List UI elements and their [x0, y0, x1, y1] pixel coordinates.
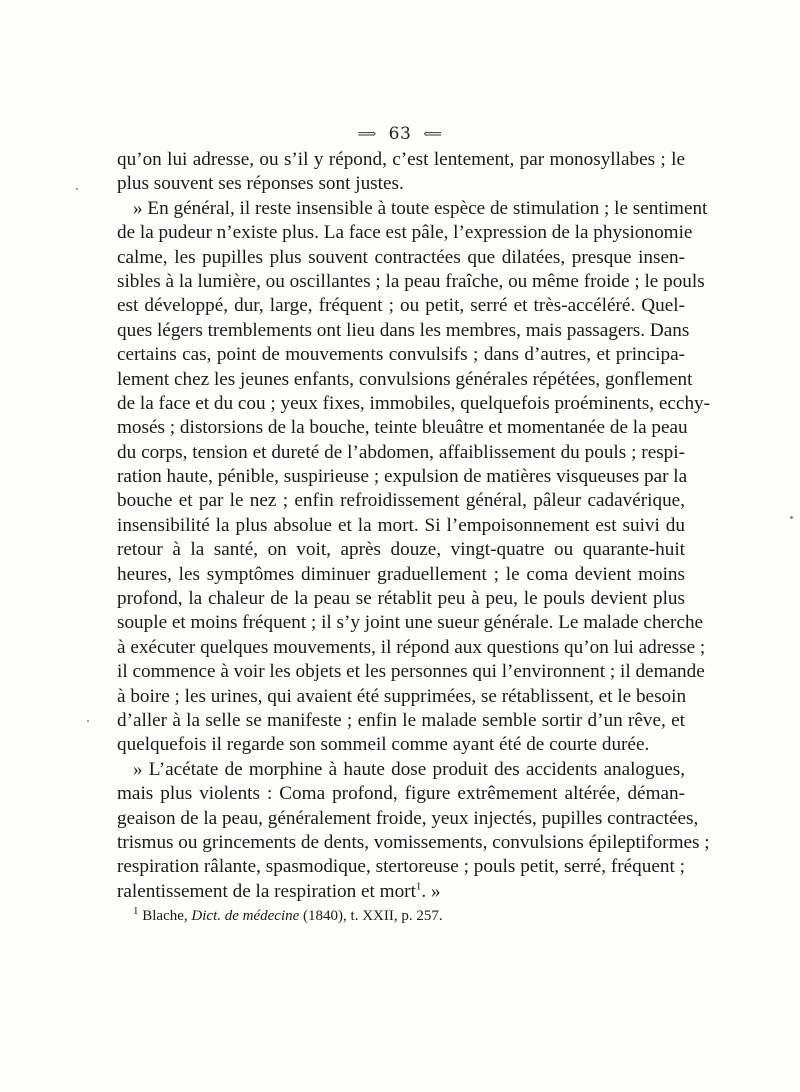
text-line: respiration râlante, spasmodique, stertoreuse ; pouls petit, serré, fréquent ; — [117, 856, 685, 878]
paper-speck — [87, 720, 89, 722]
paper-speck — [76, 188, 78, 190]
text-line: est développé, dur, large, fréquent ; ou petit, serré et très-accéléré. Quel- — [117, 295, 685, 317]
text-line: qu’on lui adresse, ou s’il y répond, c’est lentement, par monosyllabes ; le — [117, 149, 685, 170]
text-line: plus souvent ses réponses sont justes. — [117, 173, 404, 195]
text-line: trismus ou grincements de dents, vomissements, convulsions épileptiformes ; — [117, 831, 710, 853]
text-line: lement chez les jeunes enfants, convulsions générales répétées, gonflement — [117, 368, 693, 390]
text-line: à exécuter quelques mouvements, il répond aux questions qu’on lui adresse ; — [117, 636, 706, 658]
text-line: il commence à voir les objets et les personnes qui l’environnent ; il demande — [117, 661, 705, 683]
footnote-citation: (1840), t. XXII, p. 257. — [303, 908, 443, 924]
footnote — [133, 906, 693, 926]
text-line: mais plus violents : Coma profond, figure extrêmement altérée, déman- — [117, 783, 685, 805]
body-text — [117, 148, 711, 904]
text-line: » L’acétate de morphine à haute dose produit des accidents analogues, — [133, 758, 685, 780]
footnote-work-title: Dict. de médecine — [191, 908, 300, 924]
text-line: ration haute, pénible, suspirieuse ; expulsion de matières visqueuses par la — [117, 466, 688, 488]
text-line: mosés ; distorsions de la bouche, teinte bleuâtre et momentanée de la peau — [117, 417, 688, 439]
text-line: de la pudeur n’existe plus. La face est pâle, l’expression de la physionomie — [117, 222, 693, 244]
text-line: souple et moins fréquent ; il s’y joint une sueur générale. Le malade cherche — [117, 612, 704, 634]
footnote-reference[interactable]: 1 — [415, 880, 422, 893]
text-line: ques légers tremblements ont lieu dans les membres, mais passagers. Dans — [117, 319, 690, 341]
page-header — [0, 124, 800, 144]
text-line-final — [117, 880, 685, 904]
text-line: quelquefois il regarde son sommeil comme ayant été de courte durée. — [117, 734, 650, 756]
page-number: 63 — [388, 124, 412, 144]
ornament-left-icon: ⟹ — [357, 127, 377, 142]
text-line: sibles à la lumière, ou oscillantes ; la peau fraîche, ou même froide ; le pouls — [117, 270, 705, 292]
ornament-right-icon: ⟸ — [423, 127, 443, 142]
text-line: geaison de la peau, généralement froide, yeux injectés, pupilles contractées, — [117, 807, 699, 829]
text-line: profond, la chaleur de la peau se rétablit peu à peu, le pouls devient plus — [117, 588, 685, 610]
text-line: du corps, tension et dureté de l’abdomen, affaiblissement du pouls ; respi- — [117, 441, 685, 463]
text-line: retour à la santé, on voit, après douze, vingt-quatre ou quarante-huit — [117, 539, 685, 561]
text-line: calme, les pupilles plus souvent contractées que dilatées, presque insen- — [117, 246, 685, 268]
text-line: d’aller à la selle se manifeste ; enfin le malade semble sortir d’un rêve, et — [117, 709, 685, 731]
text-line: heures, les symptômes diminuer graduellement ; le coma devient moins — [117, 563, 685, 585]
text-line: à boire ; les urines, qui avaient été supprimées, se rétablissent, et le besoin — [117, 685, 687, 707]
paper-speck — [790, 516, 793, 519]
text-line: de la face et du cou ; yeux fixes, immobiles, quelquefois proéminents, ecchy- — [117, 392, 711, 414]
text-line-final-body: ralentissement de la respiration et mort — [117, 880, 416, 902]
text-line: bouche et par le nez ; enfin refroidissement général, pâleur cadavérique, — [117, 490, 685, 512]
text-line: » En général, il reste insensible à toute espèce de stimulation ; le sentiment — [133, 197, 708, 219]
closing-quote: . » — [421, 880, 441, 902]
footnote-marker: 1 — [133, 905, 139, 917]
text-line: insensibilité la plus absolue et la mort. Si l’empoisonnement est suivi du — [117, 514, 685, 536]
text-line: certains cas, point de mouvements convulsifs ; dans d’autres, et principa- — [117, 344, 685, 366]
footnote-author: Blache, — [142, 908, 188, 924]
